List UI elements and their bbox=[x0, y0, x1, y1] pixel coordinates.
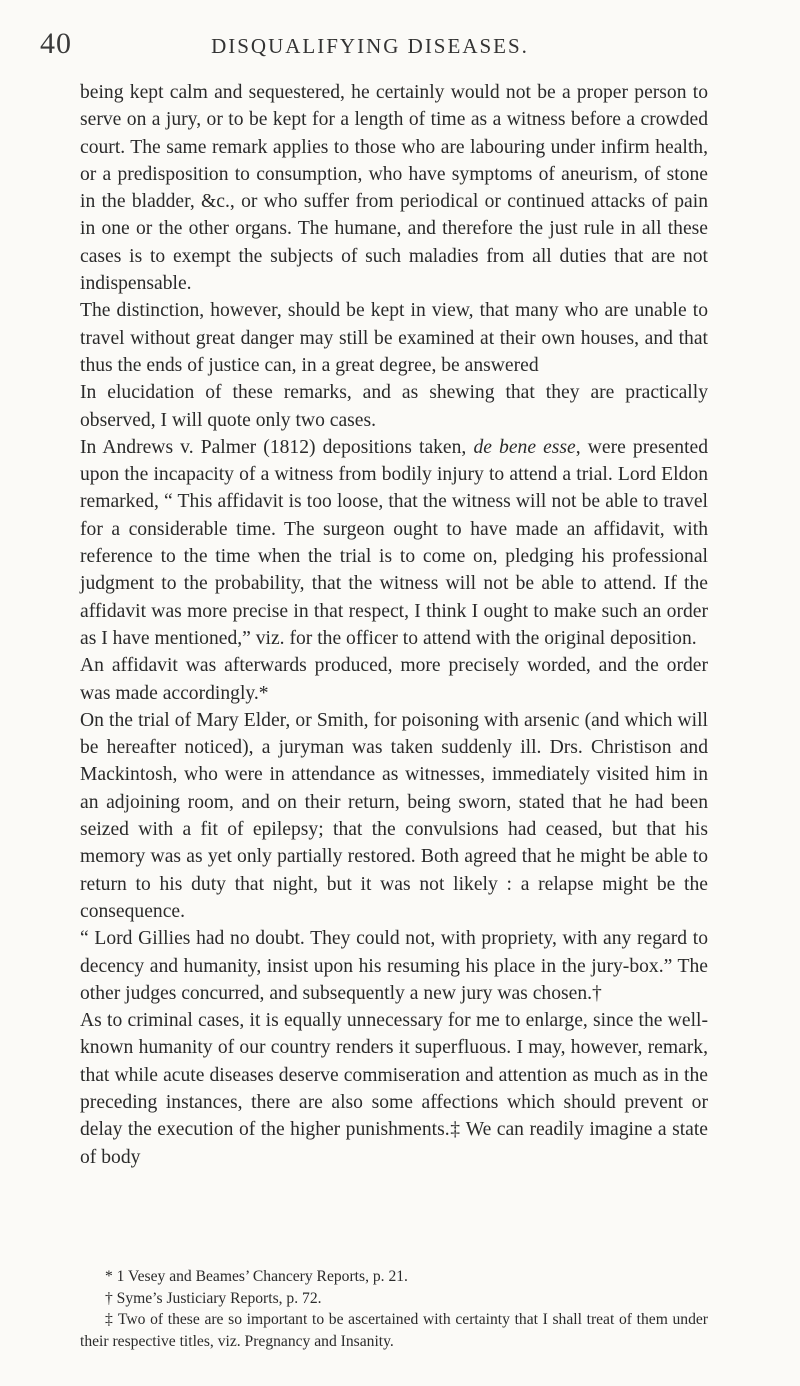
footnote: * 1 Vesey and Beames’ Chancery Reports, p. 21. bbox=[104, 1268, 408, 1285]
page-header bbox=[40, 28, 700, 60]
paragraph: In elucidation of these remarks, and as shewing that they are practically observed, I will quote only two cases. bbox=[80, 382, 708, 431]
footnote: † Syme’s Justiciary Reports, p. 72. bbox=[104, 1289, 322, 1307]
paragraph: On the trial of Mary Elder, or Smith, for poisoning with arsenic (and which will be hereafter noticed), a juryman was taken suddenly ill. Drs. Christison and Mackintosh, who were in attendance as witnesses, immediately visited him in an adjoining room, and on their return, being sworn, stated that he had been seized with a fit of epilepsy; that the convulsions had ceased, but that his memory was as yet only partially restored. Both agreed that he might be able to return to his duty that night, but it was not likely : a relapse might be the consequence. bbox=[80, 709, 708, 922]
footnote: ‡ Two of these are so important to be ascertained with certainty that I shall treat of them under their respective titles, viz. Pregnancy and Insanity. bbox=[80, 1311, 708, 1350]
paragraph: “ Lord Gillies had no doubt. They could not, with propriety, with any regard to decency and humanity, insist upon his resuming his place in the jury-box.” The other judges concurred, and subsequently a new jury was chosen.† bbox=[80, 928, 708, 1004]
paragraph: The distinction, however, should be kept in view, that many who are unable to travel without great danger may still be examined at their own houses, and that thus the ends of justice can, in a great degree, be answered bbox=[80, 300, 708, 376]
paragraph bbox=[80, 434, 708, 652]
paragraph-text: In Andrews v. Palmer (1812) depositions taken, bbox=[80, 436, 474, 458]
paragraph-text: , were presented upon the incapacity of a witness from bodily injury to attend a trial. Lord Eldon remarked, “ This affidavit is too loose, that the witness will not be able to travel for a considerable time. The surgeon ought to have made an affidavit, with reference to the time when the trial is to come on, pledging his professional judgment to the probability, that the witness will not be able to attend. If the affidavit was more precise in that respect, I think I ought to make such an order as I have mentioned,” viz. for the officer to attend with the original deposition. bbox=[80, 436, 709, 649]
main-text bbox=[80, 79, 708, 1171]
latin-phrase: de bene esse bbox=[473, 436, 576, 458]
paragraph: being kept calm and sequestered, he certainly would not be a proper person to serve on a jury, or to be kept for a length of time as a witness before a crowded court. The same remark applies to those who are labouring under infirm health, or a predisposition to consumption, who have symptoms of aneurism, of stone in the bladder, &c., or who suffer from periodical or continued attacks of pain in one or the other organs. The humane, and therefore the just rule in all these cases is to exempt the subjects of such maladies from all duties that are not indispensable. bbox=[80, 82, 708, 295]
paragraph: An affidavit was afterwards produced, more precisely worded, and the order was made accordingly.* bbox=[80, 655, 708, 704]
page-number: 40 bbox=[40, 27, 72, 60]
paragraph: As to criminal cases, it is equally unnecessary for me to enlarge, since the well-known humanity of our country renders it superfluous. I may, however, remark, that while acute diseases deserve commiseration and attention as much as in the preceding instances, there are also some affections which should prevent or delay the execution of the higher punishments.‡ We can readily imagine a state of body bbox=[80, 1010, 708, 1168]
footnotes bbox=[80, 1266, 708, 1352]
running-title: DISQUALIFYING DISEASES. bbox=[211, 34, 529, 58]
